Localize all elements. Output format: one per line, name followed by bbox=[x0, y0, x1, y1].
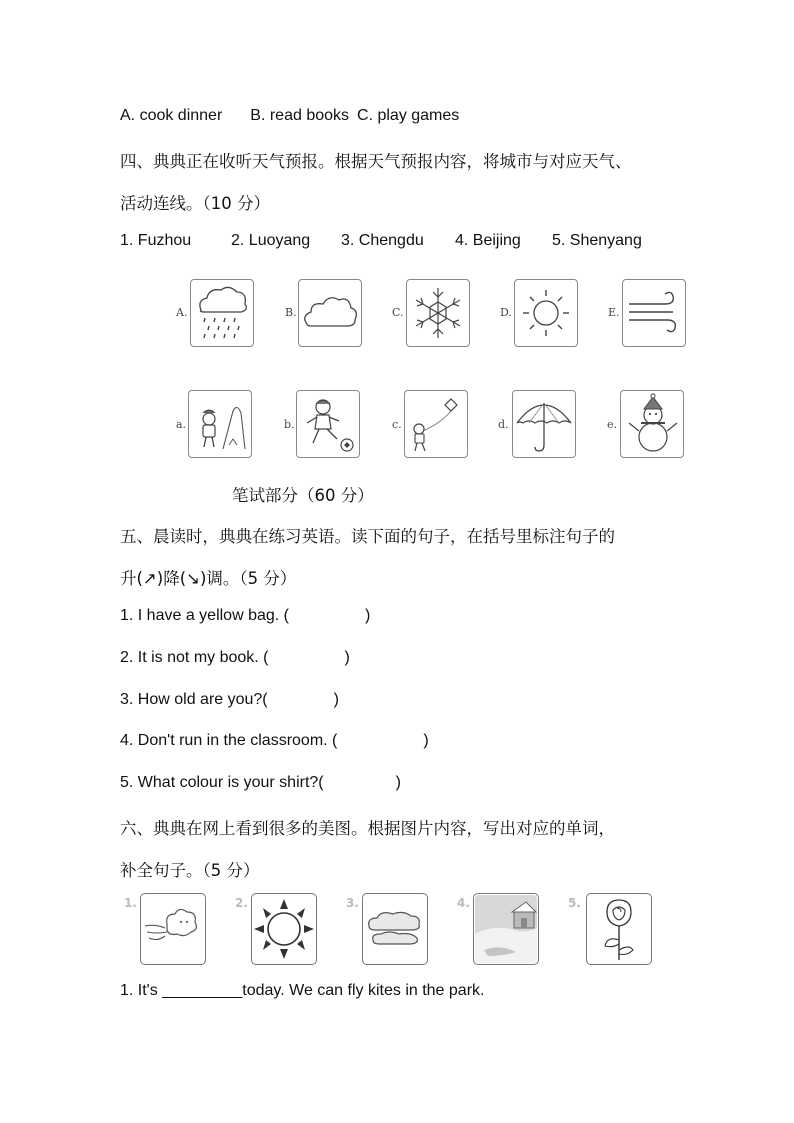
weather-label-d: D. bbox=[500, 306, 512, 319]
sec5-title-line2: 升(↗)降(↘)调。（5 分） bbox=[120, 569, 297, 588]
sentence-5 bbox=[120, 774, 401, 792]
weather-label-e: E. bbox=[608, 306, 620, 319]
picture-number-3: 3. bbox=[346, 896, 359, 910]
sec6-sentence-1-end: today. We can fly kites in the park. bbox=[242, 982, 485, 999]
snowy-house-picture bbox=[473, 893, 539, 965]
boy-playing-football-picture bbox=[296, 390, 360, 458]
child-flying-kite-picture bbox=[404, 390, 468, 458]
weather-label-b: B. bbox=[285, 306, 297, 319]
weather-label-c: C. bbox=[392, 306, 404, 319]
close-paren: ) bbox=[423, 732, 429, 749]
option-b: B. read books bbox=[250, 107, 350, 124]
sentence-4 bbox=[120, 732, 429, 750]
sentence-1 bbox=[120, 607, 370, 625]
snowman-picture bbox=[620, 390, 684, 458]
close-paren: ) bbox=[364, 607, 371, 624]
q3-options bbox=[120, 107, 459, 125]
sentence-1-text: 1. I have a yellow bag. ( bbox=[120, 607, 289, 624]
cloud-icon bbox=[362, 893, 428, 965]
sec4-title-line2: 活动连线。（10 分） bbox=[120, 194, 270, 213]
close-paren: ) bbox=[333, 691, 339, 708]
activity-label-e: e. bbox=[607, 418, 618, 431]
option-c: C. play games bbox=[357, 107, 460, 124]
activity-label-d: d. bbox=[498, 418, 509, 431]
sentence-4-text: 4. Don't run in the classroom. ( bbox=[120, 732, 338, 749]
picture-number-2: 2. bbox=[235, 896, 248, 910]
rose-picture bbox=[586, 893, 652, 965]
weather-label-a: A. bbox=[176, 306, 188, 319]
close-paren: ) bbox=[395, 774, 401, 791]
written-part-heading: 笔试部分（60 分） bbox=[232, 486, 374, 505]
picture-number-5: 5. bbox=[568, 896, 581, 910]
sec6-sentence-1-start: 1. It's bbox=[120, 982, 163, 999]
cloud-icon bbox=[298, 279, 362, 347]
city-4: 4. Beijing bbox=[455, 232, 521, 249]
close-paren: ) bbox=[344, 649, 350, 666]
snowflake-icon bbox=[406, 279, 470, 347]
sentence-5-text: 5. What colour is your shirt?( bbox=[120, 774, 324, 791]
sec6-title-line1: 六、典典在网上看到很多的美图。根据图片内容，写出对应的单词， bbox=[120, 819, 615, 838]
option-a: A. cook dinner bbox=[120, 107, 223, 124]
city-5: 5. Shenyang bbox=[552, 232, 642, 249]
sentence-2 bbox=[120, 649, 350, 667]
sec4-title-line1: 四、典典正在收听天气预报。根据天气预报内容，将城市与对应天气、 bbox=[120, 152, 632, 171]
activity-label-a: a. bbox=[176, 418, 187, 431]
wind-icon bbox=[622, 279, 686, 347]
umbrella-picture bbox=[512, 390, 576, 458]
city-2: 2. Luoyang bbox=[231, 232, 311, 249]
city-1: 1. Fuzhou bbox=[120, 232, 192, 249]
picture-number-1: 1. bbox=[124, 896, 137, 910]
sec6-answer-blank-1[interactable]: _________ bbox=[162, 982, 243, 999]
rain-cloud-icon bbox=[190, 279, 254, 347]
city-3: 3. Chengdu bbox=[341, 232, 424, 249]
sun-icon bbox=[251, 893, 317, 965]
picture-number-4: 4. bbox=[457, 896, 470, 910]
activity-label-b: b. bbox=[284, 418, 295, 431]
sentence-3 bbox=[120, 691, 339, 709]
sun-icon bbox=[514, 279, 578, 347]
activity-label-c: c. bbox=[392, 418, 402, 431]
wind-icon bbox=[140, 893, 206, 965]
sentence-2-text: 2. It is not my book. ( bbox=[120, 649, 269, 666]
sec5-title-line1: 五、晨读时，典典在练习英语。读下面的句子，在括号里标注句子的 bbox=[120, 527, 615, 546]
sec6-sentence-1 bbox=[120, 982, 484, 1000]
sentence-3-text: 3. How old are you?( bbox=[120, 691, 268, 708]
sec6-title-line2: 补全句子。（5 分） bbox=[120, 861, 260, 880]
boy-hiking-picture bbox=[188, 390, 252, 458]
